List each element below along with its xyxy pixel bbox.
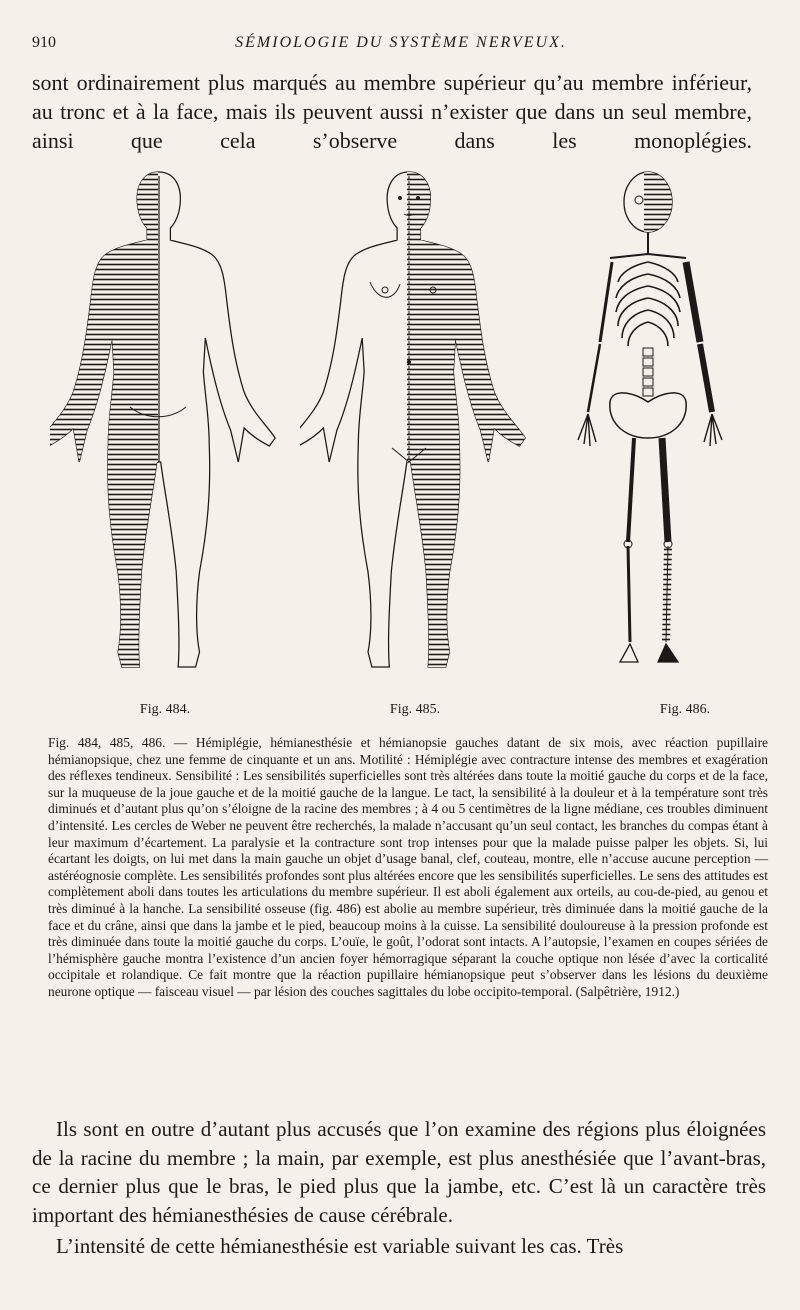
figure-485-label: Fig. 485. bbox=[389, 702, 441, 717]
figure-485 bbox=[300, 162, 530, 717]
body-paragraph: L’intensité de cette hémianesthésie est variable suivant les cas. Très bbox=[56, 1234, 624, 1258]
figure-484 bbox=[50, 162, 280, 717]
running-title: SÉMIOLOGIE DU SYSTÈME NERVEUX. bbox=[235, 34, 567, 51]
anterior-body-figure-icon bbox=[300, 162, 530, 682]
figure-486-label: Fig. 486. bbox=[659, 702, 711, 717]
figure-plate bbox=[30, 162, 770, 722]
page-number: 910 bbox=[32, 34, 56, 51]
figure-486 bbox=[540, 162, 770, 717]
intro-paragraph: sont ordinairement plus marqués au membre supérieur qu’au membre inférieur, au tronc et à la face, mais ils peuvent aussi n’exister que dans un seul membre, ainsi que cela s’observe dans les monoplégies. bbox=[32, 70, 752, 153]
skeleton-figure-icon bbox=[540, 162, 770, 682]
figure-legend: Fig. 484, 485, 486. — Hémiplégie, hémianesthésie et hémianopsie gauches datant de six mois, avec réaction pupillaire hémianopsique, chez une femme de cinquante et un ans. Motilité : Hémiplégie avec contracture intense des membres et exagération des réflexes tendineux. Sensibilité : Les sensibilités superficielles sont très altérées dans toute la moitié gauche du corps et de la face, sur la muqueuse de la joue gauche et de la moitié gauche de la langue. Le tact, la sensibilité à la douleur et à la température sont très diminués et d’autant plus qu’on s’éloigne de la racine des membres ; à 4 ou 5 centimètres de la ligne médiane, ces troubles diminuent d’intensité. Les cercles de Weber ne peuvent être recherchés, la malade n’accusant qu’un seul contact, les branches du compas étant à leur maximum d’écartement. La paralysie et la contracture sont trop intenses pour que la malade puisse palper les objets. Si, lui écartant les doigts, on lui met dans la main gauche un objet d’usage banal, clef, couteau, montre, elle n’accuse aucune perception — astéréognosie complète. Les sensibilités profondes sont plus altérées encore que les sensibilités superficielles. Le sens des attitudes est complètement aboli dans toutes les articulations du membre supérieur. Il est aboli également aux orteils, au cou-de-pied, au genou et très diminué à la hanche. La sensibilité osseuse (fig. 486) est abolie au membre supérieur, très diminuée dans la moitié gauche de la face et du crâne, ainsi que dans la jambe et le pied, beaucoup moins à la cuisse. La sensibilité douloureuse à la pression profonde est très diminuée dans toute la moitié gauche du corps. L’ouïe, le goût, l’odorat sont intacts. A l’autopsie, l’examen en coupes sériées de l’hémisphère gauche montra l’existence d’un ancien foyer hémorragique séparant la couche optique non lésée d’avec la corticalité occipitale et rolandique. Ce fait montre que la réaction pupillaire hémianopsique peut s’observer dans les lésions du deuxième neurone optique — faisceau visuel — par lésion des couches sagittales du lobe occipito-temporal. (Salpêtrière, 1912.) bbox=[48, 735, 768, 999]
running-head bbox=[32, 34, 770, 56]
body-paragraph: Ils sont en outre d’autant plus accusés que l’on examine des régions plus éloignées de la racine du membre ; la main, par exemple, est plus anesthésiée que l’avant-bras, ce dernier plus que le bras, le pied plus que la jambe, etc. C’est là un caractère très important des hémianesthésies de cause cérébrale. bbox=[32, 1117, 766, 1227]
figure-484-label: Fig. 484. bbox=[139, 702, 191, 717]
body-text bbox=[32, 1115, 766, 1261]
posterior-body-figure-icon bbox=[50, 162, 280, 682]
